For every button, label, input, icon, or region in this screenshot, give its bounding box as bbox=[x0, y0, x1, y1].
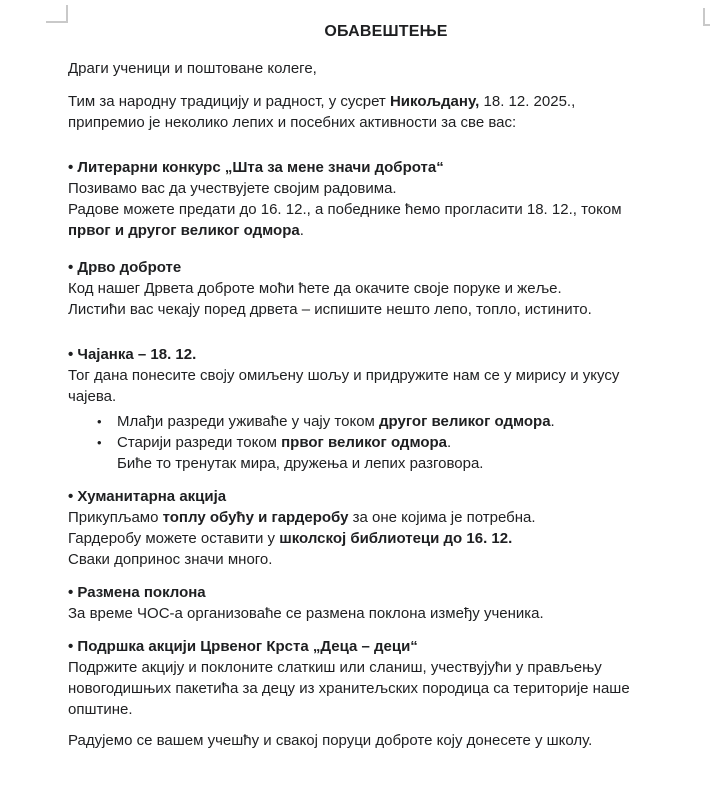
text-run: Позивамо вас да учествујете својим радовима. bbox=[68, 180, 397, 197]
text-run: Млађи разреди уживаће у чају током bbox=[117, 413, 380, 430]
text-run: првог и другог великог одмора bbox=[68, 222, 300, 239]
text-run: Тим за народну традицију и радност, у сусрет bbox=[68, 93, 390, 110]
bullet-icon: • bbox=[97, 414, 102, 429]
text-run: првог великог одмора bbox=[281, 434, 448, 451]
text-run: . bbox=[550, 413, 555, 430]
section-humanitarian bbox=[68, 486, 704, 570]
text-run: другог великог одмора bbox=[379, 413, 551, 430]
text-run: . bbox=[447, 434, 452, 451]
section-gift-exchange bbox=[68, 582, 704, 624]
text-run: За време ЧОС-а организоваће се размена поклона између ученика. bbox=[68, 605, 544, 622]
list-item bbox=[68, 432, 704, 453]
text-run: Гардеробу можете оставити у bbox=[68, 530, 280, 547]
section-red-cross bbox=[68, 636, 704, 720]
text-run: новогодишњих пакетића за децу из хранитељских породица са територије наше bbox=[68, 680, 630, 697]
section-tea-party bbox=[68, 344, 704, 407]
text-run: • Дрво доброте bbox=[68, 259, 182, 276]
text-run: • Подршка акцији Црвеног Крста „Деца – деци“ bbox=[68, 638, 418, 655]
list-item bbox=[68, 453, 704, 474]
text-run: Старији разреди током bbox=[117, 434, 282, 451]
document-title: ОБАВЕШТЕЊЕ bbox=[324, 23, 448, 40]
text-run: Листићи вас чекају поред дрвета – испишите нешто лепо, топло, истинито. bbox=[68, 301, 592, 318]
text-run: Никољдану, bbox=[389, 93, 480, 110]
text-run: Радујемо се вашем учешћу и свакој поруци доброте коју донесете у школу. bbox=[68, 732, 593, 749]
text-run: општине. bbox=[68, 701, 133, 718]
text-run: Сваки допринос значи много. bbox=[68, 551, 273, 568]
text-run: за оне којима је потребна. bbox=[348, 509, 536, 526]
closing bbox=[68, 730, 704, 751]
text-run: топлу обућу и гардеробу bbox=[162, 509, 349, 526]
text-run: • Хуманитарна акција bbox=[68, 488, 227, 505]
text-run: Прикупљамо bbox=[68, 509, 163, 526]
text-run: • Размена поклона bbox=[68, 584, 206, 601]
document-text-area[interactable] bbox=[68, 22, 704, 751]
text-run: Подржите акцију и поклоните слаткиш или сланиш, учествујући у прављењу bbox=[68, 659, 602, 676]
text-run: Тог дана понесите своју омиљену шољу и придружите нам се у мирису и укусу bbox=[68, 367, 620, 384]
text-run: • Чајанка – 18. 12. bbox=[68, 346, 197, 363]
section-kindness-tree bbox=[68, 257, 704, 320]
text-run: Код нашег Дрвета доброте моћи ћете да окачите своје поруке и жеље. bbox=[68, 280, 562, 297]
margin-corner-top-left-mark bbox=[46, 5, 68, 23]
section-literary-contest bbox=[68, 157, 704, 241]
tea-party-schedule-list bbox=[68, 411, 704, 474]
text-run: Биће то тренутак мира, дружења и лепих разговора. bbox=[117, 455, 484, 472]
margin-corner-top-right-mark bbox=[703, 8, 710, 26]
bullet-icon: • bbox=[97, 435, 102, 450]
text-run: припремио је неколико лепих и посебних активности за све вас: bbox=[68, 114, 517, 131]
text-run: школској библиотеци до 16. 12. bbox=[279, 530, 513, 547]
text-run: 18. 12. 2025., bbox=[479, 93, 576, 110]
text-run: чајева. bbox=[68, 388, 117, 405]
intro bbox=[68, 91, 704, 133]
greeting bbox=[68, 58, 704, 79]
text-run: Радове можете предати до 16. 12., а победнике ћемо прогласити 18. 12., током bbox=[68, 201, 622, 218]
text-run: • Литерарни конкурс „Шта за мене значи доброта“ bbox=[68, 159, 444, 176]
document-body bbox=[68, 58, 704, 751]
text-run: . bbox=[299, 222, 304, 239]
list-item bbox=[68, 411, 704, 432]
text-run: Драги ученици и поштоване колеге, bbox=[68, 60, 317, 77]
